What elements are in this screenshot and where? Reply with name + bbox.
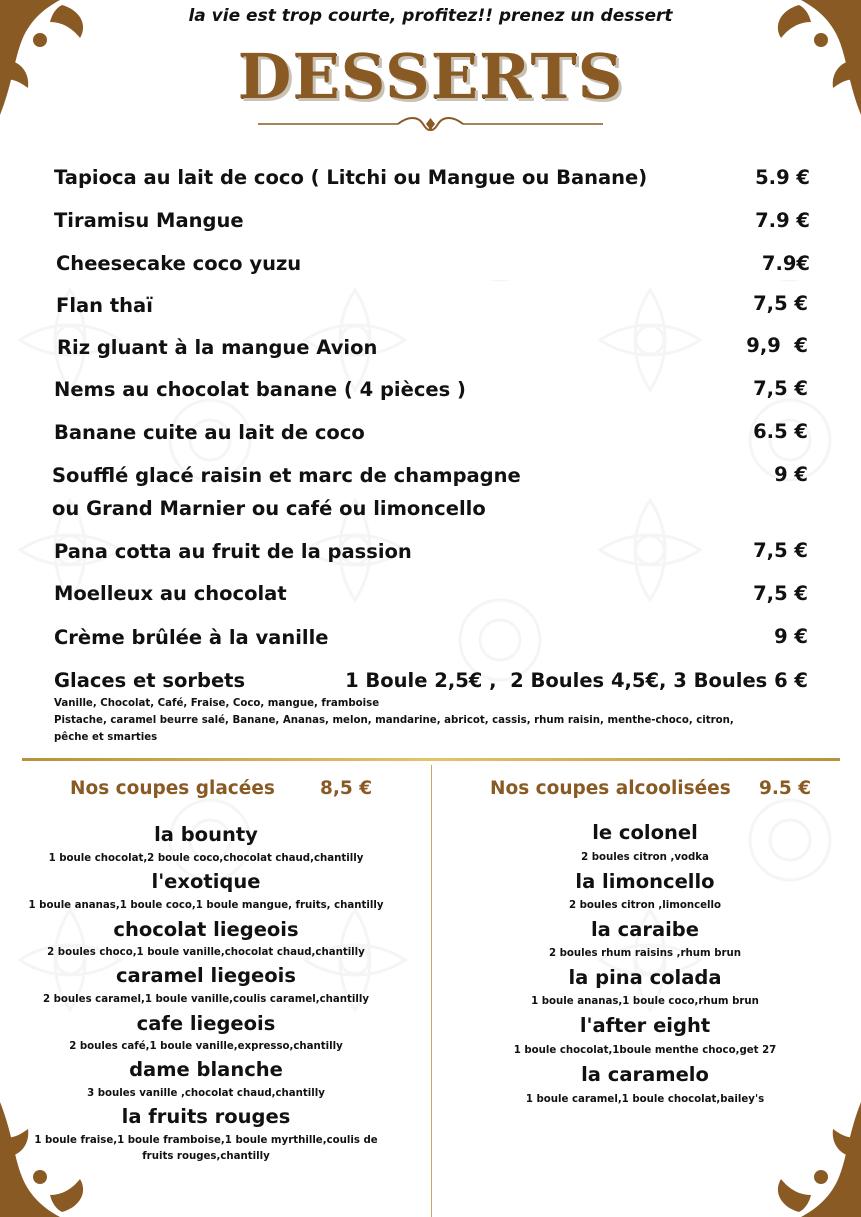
coupe-desc: 2 boules citron ,limoncello — [568, 900, 722, 911]
glaces-flavors-line: pêche et smarties — [54, 732, 158, 743]
item-price: 7,5 € — [753, 292, 808, 315]
item-name: Tiramisu Mangue — [54, 209, 244, 232]
coupe-desc: 2 boules rhum raisins ,rhum brun — [548, 948, 742, 959]
section-divider — [22, 758, 840, 761]
item-price: 5.9 € — [755, 166, 810, 189]
item-price: 7,5 € — [753, 582, 808, 605]
item-name: Moelleux au chocolat — [54, 582, 287, 605]
item-price: 7.9€ — [761, 252, 810, 275]
item-name-line2: ou Grand Marnier ou café ou limoncello — [52, 497, 486, 520]
glaces-flavors-line: Vanille, Chocolat, Café, Fraise, Coco, mangue, framboise — [54, 698, 380, 709]
coupe-desc: 1 boule fraise,1 boule framboise,1 boule myrthille,coulis de — [34, 1135, 378, 1146]
coupe-name: la caramelo — [581, 1063, 709, 1086]
item-name: Glaces et sorbets — [54, 669, 246, 692]
coupe-desc: 1 boule chocolat,1boule menthe choco,get 27 — [513, 1045, 777, 1056]
coupe-name: cafe liegeois — [136, 1012, 276, 1035]
coupe-desc: 1 boule chocolat,2 boule coco,chocolat chaud,chantilly — [48, 853, 364, 864]
item-price: 7,5 € — [753, 377, 808, 400]
coupe-name: la caraibe — [591, 918, 699, 941]
item-price: 9 € — [774, 625, 808, 648]
coupe-name: la pina colada — [568, 966, 722, 989]
title-flourish — [258, 114, 603, 134]
item-name: Flan thaï — [56, 294, 153, 317]
item-name: Crème brûlée à la vanille — [54, 626, 329, 649]
item-price: 9,9 € — [746, 334, 808, 357]
corner-ornament-bottom-right — [766, 1102, 861, 1217]
item-price: 9 € — [774, 463, 808, 486]
item-name: Banane cuite au lait de coco — [54, 421, 365, 444]
item-price: 7.9 € — [755, 209, 810, 232]
coupe-name: la fruits rouges — [121, 1105, 291, 1128]
coupes-glacees-title: Nos coupes glacées — [70, 778, 275, 799]
column-divider — [431, 765, 432, 1217]
coupe-name: dame blanche — [129, 1058, 283, 1081]
glaces-price: 1 Boule 2,5€ , 2 Boules 4,5€, 3 Boules 6 € — [345, 669, 808, 692]
coupe-desc: 1 boule ananas,1 boule coco,rhum brun — [531, 996, 759, 1007]
coupes-glacees-price: 8,5 € — [320, 778, 373, 799]
coupe-name: caramel liegeois — [116, 964, 296, 987]
item-name: Cheesecake coco yuzu — [56, 252, 302, 275]
coupe-name: le colonel — [592, 821, 698, 844]
item-name: Riz gluant à la mangue Avion — [57, 336, 378, 359]
coupe-name: l'after eight — [579, 1014, 711, 1037]
coupe-desc: 2 boules choco,1 boule vanille,chocolat chaud,chantilly — [47, 947, 365, 958]
item-price: 7,5 € — [753, 539, 808, 562]
item-name: Nems au chocolat banane ( 4 pièces ) — [54, 378, 466, 401]
glaces-flavors-line: Pistache, caramel beurre salé, Banane, Ananas, melon, mandarine, abricot, cassis, rhum raisin, menthe-choco, citron, — [54, 715, 734, 726]
coupes-alcoolisees-price: 9.5 € — [759, 778, 812, 799]
page-title: DESSERTS — [237, 40, 624, 113]
coupe-desc: 2 boules caramel,1 boule vanille,coulis caramel,chantilly — [42, 994, 370, 1005]
item-name: Soufflé glacé raisin et marc de champagne — [52, 464, 521, 487]
coupe-desc: 3 boules vanille ,chocolat chaud,chantilly — [87, 1088, 325, 1099]
coupe-desc: 1 boule caramel,1 boule chocolat,bailey's — [525, 1094, 765, 1105]
coupe-name: l'exotique — [151, 870, 261, 893]
coupe-name: chocolat liegeois — [113, 918, 299, 941]
item-name: Tapioca au lait de coco ( Litchi ou Mangue ou Banane) — [54, 166, 648, 189]
coupe-desc: fruits rouges,chantilly — [142, 1151, 270, 1162]
item-price: 6.5 € — [753, 420, 808, 443]
coupe-name: la limoncello — [575, 870, 715, 893]
coupe-desc: 2 boules citron ,vodka — [581, 852, 709, 863]
coupe-name: la bounty — [154, 823, 258, 846]
coupes-alcoolisees-title: Nos coupes alcoolisées — [490, 778, 731, 799]
coupe-desc: 1 boule ananas,1 boule coco,1 boule mangue, fruits, chantilly — [28, 900, 384, 911]
tagline: la vie est trop courte, profitez!! prenez un dessert — [188, 6, 673, 26]
coupe-desc: 2 boules café,1 boule vanille,expresso,chantilly — [69, 1041, 343, 1052]
item-name: Pana cotta au fruit de la passion — [54, 540, 412, 563]
